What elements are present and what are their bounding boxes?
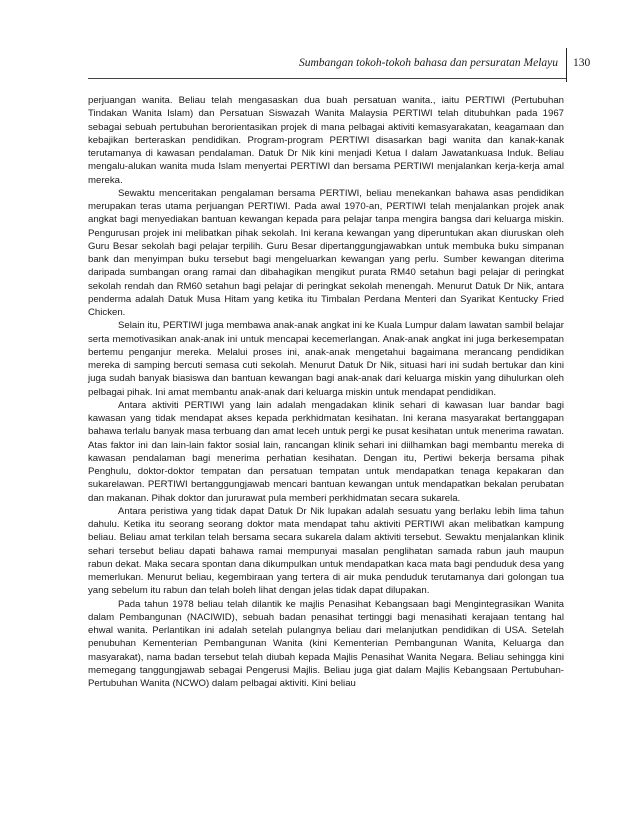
paragraph-4: Antara aktiviti PERTIWI yang lain adalah mengadakan klinik sehari di kawasan luar bandar bagi kawasan yang tidak mendapat akses kepada perkhidmatan kesihatan. Ini kerana masyarakat bertanggapan bahawa terlalu banyak masa terbuang dan amat leceh untuk pergi ke pusat kesihatan untuk menerima rawatan. Atas faktor ini dan lain-lain faktor sosial lain, rancangan klinik sehari ini diilhamkan bagi membantu mereka di kawasan pendalaman bagi menerima perhatian kesihatan. Dengan itu, Pertiwi bekerja bersama pihak Penghulu, doktor-doktor tempatan dan persatuan tempatan untuk mendapatkan tenaga kepakaran dan sukarelawan. PERTIWI bertanggungjawab mencari bantuan kewangan untuk mendapatkan bekalan perubatan dan makanan. Pihak doktor dan jururawat pula memberi perkhidmatan secara sukarela. — [88, 399, 564, 504]
header-vertical-rule — [566, 48, 567, 82]
body-text — [88, 94, 564, 690]
paragraph-6: Pada tahun 1978 beliau telah dilantik ke majlis Penasihat Kebangsaan bagi Mengintegrasikan Wanita dalam Pembangunan (NACIWID), sebuah badan penasihat tertinggi bagi menasihati kerajaan tentang hal ehwal wanita. Perlantikan ini adalah setelah pulangnya beliau dari melanjutkan pendidikan di USA. Setelah penubuhan Kementerian Pembangunan Wanita (kini Kementerian Pembangunan Wanita, Keluarga dan masyarakat), nama badan tersebut telah diubah kepada Majlis Penasihat Wanita Negara. Beliau sehingga kini memegang tanggungjawab sebagai Pengerusi Majlis. Beliau juga giat dalam Majlis Kebangsaan Pertubuhan-Pertubuhan Wanita (NCWO) dalam pelbagai aktiviti. Kini beliau — [88, 598, 564, 689]
paragraph-2: Sewaktu menceritakan pengalaman bersama PERTIWI, beliau menekankan bahawa asas pendidikan merupakan teras utama perjuangan PERTIWI. Pada awal 1970-an, PERTIWI telah menjalankan projek anak angkat bagi menyediakan bantuan kewangan kepada para pelajar tanpa mengira bangsa dari keluarga miskin. Pengurusan projek ini melibatkan pihak sekolah. Ini kerana kewangan yang diperuntukan akan diuruskan oleh Guru Besar sekolah bagi pelajar terpilih. Guru Besar dipertanggungjawabkan untuk membuka buku simpanan bank dan menyimpan buku tersebut bagi mengeluarkan kewangan yang perlu. Sumber kewangan diterima daripada sumbangan orang ramai dan dibahagikan mengikut purata RM40 setahun bagi pelajar di peringkat sekolah rendah dan RM60 setahun bagi pelajar di peringkat sekolah menengah. Menurut Datuk Dr Nik, antara penderma adalah Datuk Musa Hitam yang ketika itu Timbalan Perdana Menteri dan Syarikat Kentucky Fried Chicken. — [88, 187, 564, 318]
page-number: 130 — [573, 57, 591, 69]
paragraph-5: Antara peristiwa yang tidak dapat Datuk Dr Nik lupakan adalah sesuatu yang berlaku lebih lima tahun dahulu. Ketika itu seorang seorang doktor mata mendapat tahu aktiviti PERTIWI akan melibatkan kampung beliau. Beliau amat terkilan telah bersama secara sukarela dalam aktiviti tersebut. Sewaktu menjalankan klinik sehari tersebut beliau dapati bahawa ramai mempunyai masalan penglihatan samada rabun jauh maupun rabun dekat. Maka secara spontan dana dikumpulkan untuk mendapatkan kaca mata bagi penduduk desa yang memerlukan. Menurut beliau, kegembiraan yang tertera di air muka penduduk terutamanya dari golongan tua yang sebelum itu rabun dan telah boleh lihat dengan jelas tidak dapat dilupakan. — [88, 505, 564, 597]
header-horizontal-rule — [88, 78, 566, 79]
paragraph-1: perjuangan wanita. Beliau telah mengasaskan dua buah persatuan wanita., iaitu PERTIWI (Pertubuhan Tindakan Wanita Islam) dan Persatuan Siswazah Wanita Malaysia PERTIWI telah ditubuhkan pada 1967 sebagai sebuah pertubuhan berorientasikan projek di mana pelbagai aktiviti kemasyarakatan, keagamaan dan kebajikan berteraskan pendidikan. Program-program PERTIWI disasarkan bagi wanita dan kanak-kanak terutamanya di kawasan pendalaman. Datuk Dr Nik kini menjadi Ketua I dalam Jawatankuasa Induk. Beliau mengalu-alukan wanita muda Islam menyertai PERTIWI dan bersama PERTIWI menjalankan kerja-kerja amal mereka. — [88, 95, 564, 186]
page-header — [88, 56, 566, 74]
paragraph-3: Selain itu, PERTIWI juga membawa anak-anak angkat ini ke Kuala Lumpur dalam lawatan sambil belajar serta memotivasikan anak-anak ini untuk mencapai kecemerlangan. Anak-anak angkat ini juga berkesempatan bertemu penganjur mereka. Melalui proses ini, anak-anak mengetahui bagaimana merancang pendidikan mereka di samping bercuti semasa cuti sekolah. Menurut Datuk Dr Nik, situasi hari ini sudah bertukar dan kini juga sudah banyak biasiswa dan bantuan kewangan bagi anak-anak dari keluarga miskin yang dihulurkan oleh pelbagai pihak. Ini amat membantu anak-anak dari keluarga miskin untuk mendapat pendidikan. — [88, 320, 564, 398]
running-title: Sumbangan tokoh-tokoh bahasa dan persuratan Melayu — [298, 57, 558, 69]
